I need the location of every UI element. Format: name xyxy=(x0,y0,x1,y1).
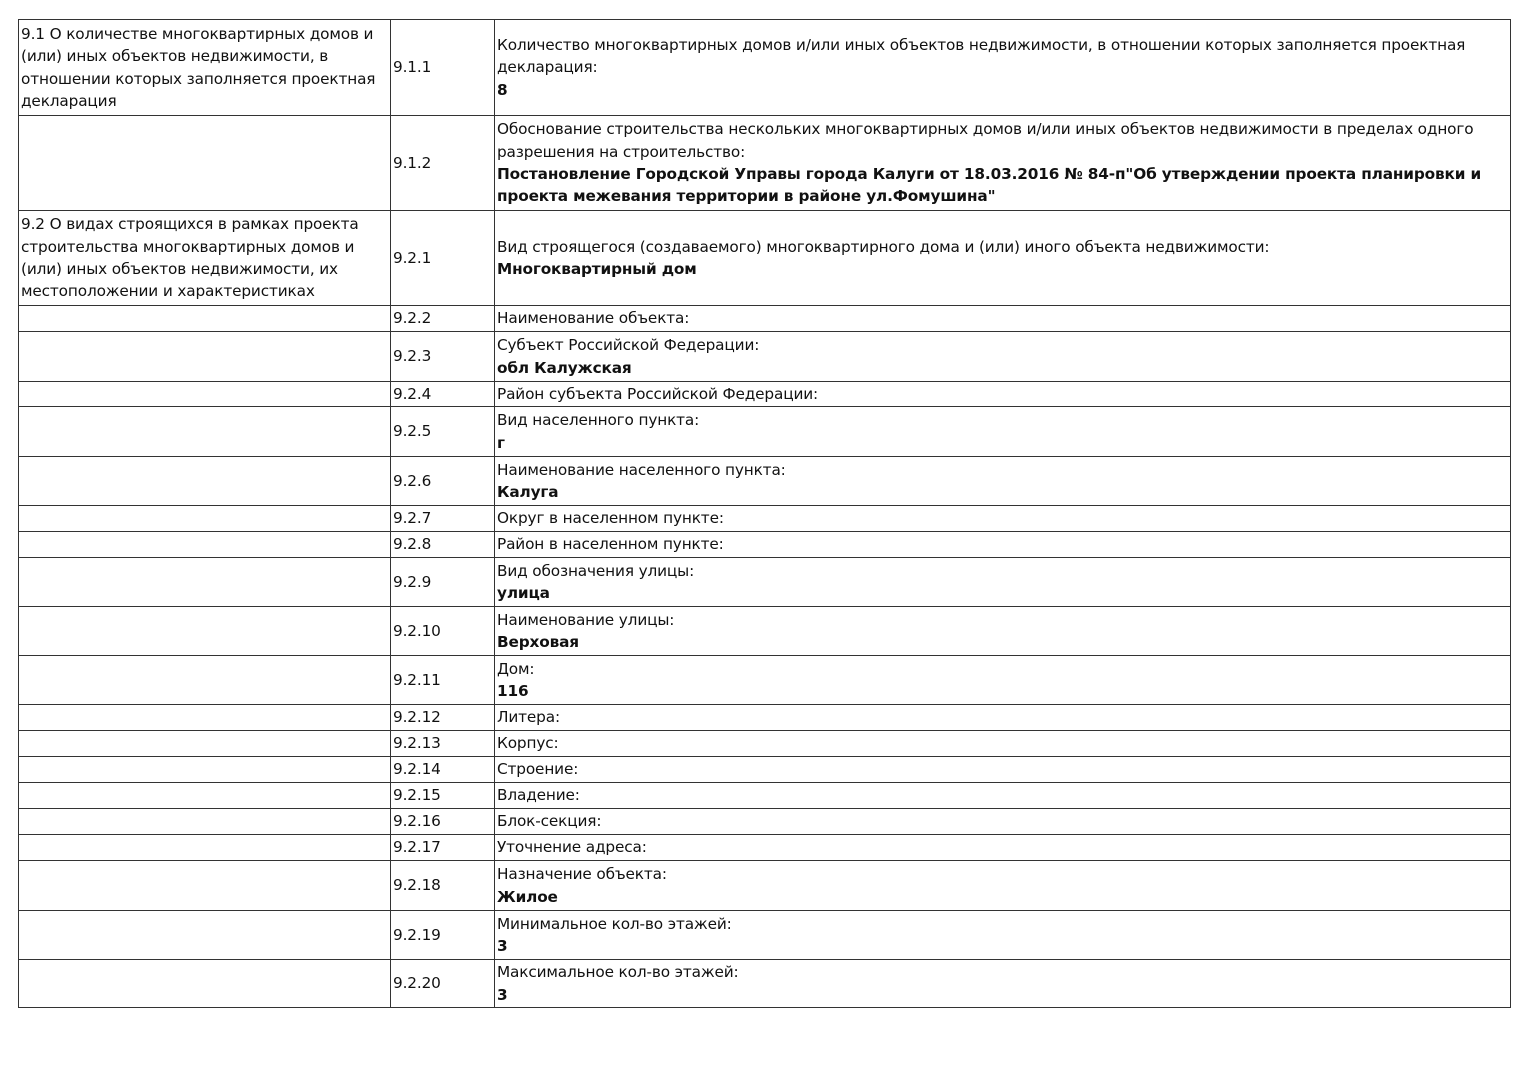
field-value: обл Калужская xyxy=(497,358,632,377)
item-code-cell: 9.2.1 xyxy=(391,211,495,306)
field-label: Минимальное кол-во этажей: xyxy=(497,914,732,933)
field-cell xyxy=(495,407,1511,457)
field-cell xyxy=(495,783,1511,809)
item-code-cell: 9.2.4 xyxy=(391,382,495,407)
table-row xyxy=(19,211,1511,306)
section-cell xyxy=(19,306,391,332)
field-cell xyxy=(495,757,1511,783)
field-cell xyxy=(495,607,1511,656)
item-code-cell: 9.2.17 xyxy=(391,835,495,861)
item-code-cell: 9.2.20 xyxy=(391,960,495,1008)
document-page xyxy=(18,19,1510,1008)
field-label: Наименование улицы: xyxy=(497,610,675,629)
table-row xyxy=(19,757,1511,783)
table-row xyxy=(19,835,1511,861)
item-code-cell: 9.2.9 xyxy=(391,558,495,607)
table-row xyxy=(19,705,1511,731)
item-code-cell: 9.2.15 xyxy=(391,783,495,809)
table-row xyxy=(19,607,1511,656)
item-code-cell: 9.2.7 xyxy=(391,506,495,532)
field-label: Строение: xyxy=(497,760,579,779)
field-cell xyxy=(495,911,1511,960)
field-cell xyxy=(495,20,1511,116)
field-cell xyxy=(495,306,1511,332)
item-code-cell: 9.2.19 xyxy=(391,911,495,960)
field-label: Максимальное кол-во этажей: xyxy=(497,963,739,982)
table-row xyxy=(19,407,1511,457)
section-cell xyxy=(19,116,391,211)
table-row xyxy=(19,809,1511,835)
item-code-cell: 9.2.13 xyxy=(391,731,495,757)
field-cell xyxy=(495,332,1511,382)
section-cell xyxy=(19,558,391,607)
field-value: г xyxy=(497,433,505,452)
table-row xyxy=(19,911,1511,960)
table-row xyxy=(19,558,1511,607)
section-cell xyxy=(19,532,391,558)
field-label: Субъект Российской Федерации: xyxy=(497,336,760,355)
item-code-cell: 9.2.14 xyxy=(391,757,495,783)
field-value: Верховая xyxy=(497,633,579,651)
field-value: 8 xyxy=(497,80,508,99)
table-row xyxy=(19,783,1511,809)
field-label: Количество многоквартирных домов и/или иных объектов недвижимости, в отношении которых заполняется проектная декларация: xyxy=(497,35,1466,77)
item-code-cell: 9.2.10 xyxy=(391,607,495,656)
field-label: Вид строящегося (создаваемого) многоквартирного дома и (или) иного объекта недвижимости: xyxy=(497,237,1270,256)
field-label: Вид обозначения улицы: xyxy=(497,561,695,580)
section-cell xyxy=(19,960,391,1008)
table-row xyxy=(19,382,1511,407)
item-code-cell: 9.2.11 xyxy=(391,656,495,705)
item-code-cell: 9.2.16 xyxy=(391,809,495,835)
field-label: Назначение объекта: xyxy=(497,865,667,884)
section-title: 9.2 О видах строящихся в рамках проекта строительства многоквартирных домов и (или) иных объектов недвижимости, их местоположении и характеристиках xyxy=(19,211,391,306)
section-cell xyxy=(19,809,391,835)
table-row xyxy=(19,116,1511,211)
section-cell xyxy=(19,731,391,757)
field-cell xyxy=(495,809,1511,835)
field-label: Округ в населенном пункте: xyxy=(497,509,724,528)
field-value: Жилое xyxy=(497,887,558,906)
table-row xyxy=(19,532,1511,558)
item-code-cell: 9.2.8 xyxy=(391,532,495,558)
field-value: 3 xyxy=(497,985,508,1004)
section-cell xyxy=(19,757,391,783)
table-row xyxy=(19,656,1511,705)
field-cell xyxy=(495,705,1511,731)
field-cell xyxy=(495,211,1511,306)
field-label: Корпус: xyxy=(497,734,559,753)
field-cell xyxy=(495,835,1511,861)
section-cell xyxy=(19,705,391,731)
field-label: Район субъекта Российской Федерации: xyxy=(497,384,819,403)
field-value: Постановление Городской Управы города Калуги от 18.03.2016 № 84-п"Об утверждении проекта планировки и проекта межевания территории в районе ул.Фомушина" xyxy=(497,165,1482,206)
table-row xyxy=(19,960,1511,1008)
item-code-cell: 9.1.1 xyxy=(391,20,495,116)
section-cell xyxy=(19,506,391,532)
item-code-cell: 9.2.5 xyxy=(391,407,495,457)
field-cell xyxy=(495,656,1511,705)
section-cell xyxy=(19,656,391,705)
section-cell xyxy=(19,607,391,656)
field-label: Район в населенном пункте: xyxy=(497,535,724,554)
field-label: Обоснование строительства нескольких многоквартирных домов и/или иных объектов недвижимости в пределах одного разрешения на строительство: xyxy=(497,120,1474,161)
field-cell xyxy=(495,532,1511,558)
table-row xyxy=(19,861,1511,911)
field-cell xyxy=(495,506,1511,532)
field-value: Калуга xyxy=(497,483,559,501)
table-row xyxy=(19,306,1511,332)
field-cell xyxy=(495,116,1511,211)
field-value: улица xyxy=(497,584,550,602)
section-cell xyxy=(19,457,391,506)
item-code-cell: 9.2.12 xyxy=(391,705,495,731)
table-row xyxy=(19,506,1511,532)
field-label: Владение: xyxy=(497,786,580,805)
item-code-cell: 9.2.18 xyxy=(391,861,495,911)
section-cell xyxy=(19,783,391,809)
table-row xyxy=(19,731,1511,757)
table-row xyxy=(19,20,1511,116)
section-cell xyxy=(19,861,391,911)
section-cell xyxy=(19,911,391,960)
section-cell xyxy=(19,382,391,407)
field-cell xyxy=(495,558,1511,607)
field-label: Дом: xyxy=(497,659,535,678)
field-label: Уточнение адреса: xyxy=(497,838,647,857)
field-label: Блок-секция: xyxy=(497,812,602,831)
field-cell xyxy=(495,960,1511,1008)
item-code-cell: 9.2.2 xyxy=(391,306,495,332)
section-cell xyxy=(19,407,391,457)
section-title: 9.1 О количестве многоквартирных домов и (или) иных объектов недвижимости, в отношении которых заполняется проектная декларация xyxy=(19,20,391,116)
item-code-cell: 9.2.6 xyxy=(391,457,495,506)
field-value: Многоквартирный дом xyxy=(497,260,697,278)
field-label: Литера: xyxy=(497,708,560,727)
table-row xyxy=(19,457,1511,506)
field-label: Наименование населенного пункта: xyxy=(497,460,786,479)
field-cell xyxy=(495,731,1511,757)
section-cell xyxy=(19,835,391,861)
section-cell xyxy=(19,332,391,382)
project-declaration-table xyxy=(18,19,1511,1008)
item-code-cell: 9.1.2 xyxy=(391,116,495,211)
field-cell xyxy=(495,457,1511,506)
field-cell xyxy=(495,382,1511,407)
field-cell xyxy=(495,861,1511,911)
item-code-cell: 9.2.3 xyxy=(391,332,495,382)
table-body xyxy=(19,20,1511,1008)
field-label: Наименование объекта: xyxy=(497,309,690,328)
field-value: 3 xyxy=(497,937,508,955)
field-value: 116 xyxy=(497,682,529,700)
table-row xyxy=(19,332,1511,382)
field-label: Вид населенного пункта: xyxy=(497,411,700,430)
